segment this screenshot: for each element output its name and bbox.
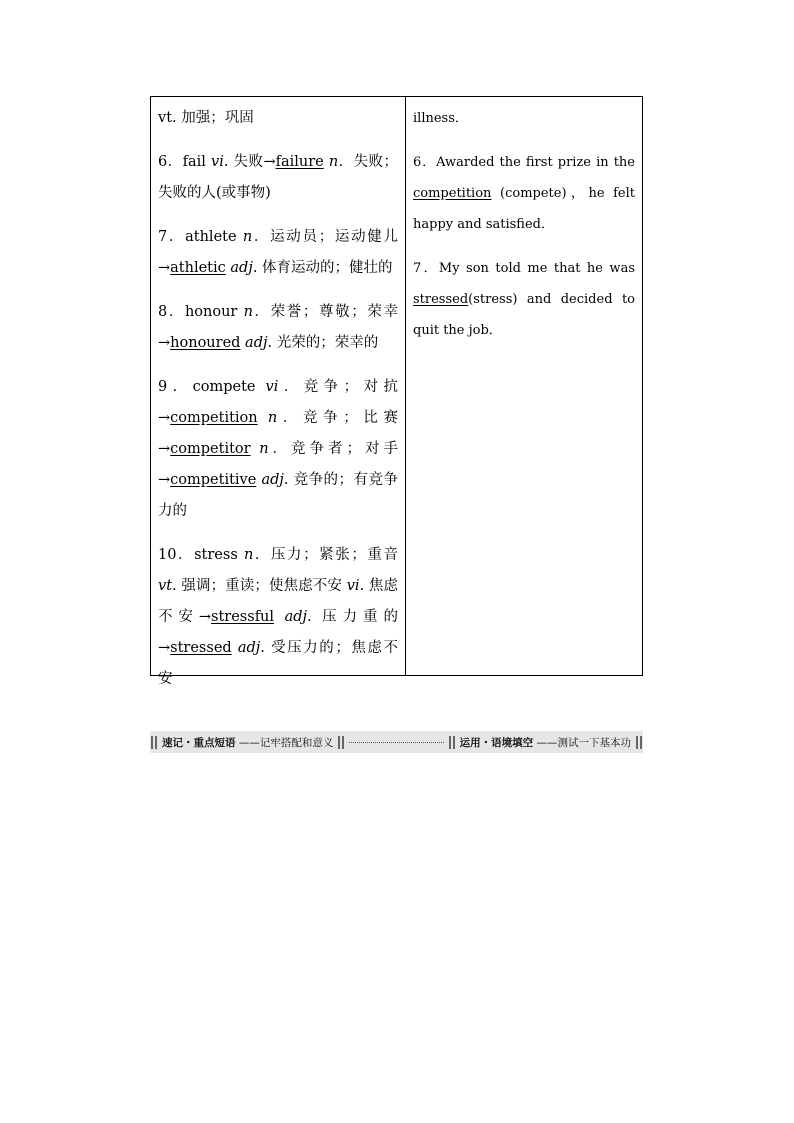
entry-text: . 体育运动的；健壮的 xyxy=(252,260,393,276)
entry-text: 9．compete xyxy=(158,379,266,395)
entry-text: ．竞争；比赛→ xyxy=(158,410,399,457)
table-entry xyxy=(158,103,398,134)
answer-word: competition xyxy=(413,186,492,201)
entry-text: ．竞争者；对手→ xyxy=(158,441,399,488)
table-entry xyxy=(158,147,398,209)
table-entry xyxy=(158,372,398,527)
banner-bar-icon xyxy=(155,736,157,749)
entry-text: 7．athlete xyxy=(158,229,243,245)
part-of-speech: adj xyxy=(230,260,253,276)
entry-text: (stress) and decided to quit the job． xyxy=(413,292,635,338)
part-of-speech: n xyxy=(267,410,278,426)
entry-text: illness． xyxy=(413,111,468,126)
entry-text xyxy=(274,609,285,625)
banner-left-title: 速记・重点短语 xyxy=(162,736,236,749)
table-entry xyxy=(413,147,635,240)
entry-text: ．荣誉；尊敬；荣幸→ xyxy=(158,304,398,351)
entry-text: . 竞争的；有竞争力的 xyxy=(158,472,399,519)
entry-text xyxy=(251,441,260,457)
part-of-speech: vi xyxy=(211,154,224,170)
part-of-speech: n xyxy=(242,229,253,245)
part-of-speech: adj xyxy=(261,472,284,488)
banner-bar-icon xyxy=(640,736,642,749)
part-of-speech: n xyxy=(259,441,269,457)
table-entry xyxy=(158,540,398,695)
entry-text: ．压力；紧张；重音 xyxy=(253,547,398,563)
part-of-speech: adj xyxy=(237,640,261,656)
answer-word: athletic xyxy=(170,260,226,276)
entry-text: . 受压力的；焦虑不安 xyxy=(158,640,399,687)
answer-word: honoured xyxy=(170,335,241,351)
part-of-speech: vi xyxy=(265,379,279,395)
part-of-speech: n xyxy=(243,304,253,320)
word-formation-column xyxy=(151,97,406,687)
part-of-speech: vt xyxy=(158,578,173,594)
part-of-speech: vi xyxy=(346,578,360,594)
entry-text: ．竞争；对抗→ xyxy=(158,379,398,426)
entry-text: . 压力重的→ xyxy=(158,609,398,656)
entry-text: 8．honour xyxy=(158,304,244,320)
banner-bar-icon xyxy=(636,736,638,749)
banner-dotted-divider xyxy=(349,742,443,743)
table-entry xyxy=(413,253,635,346)
entry-text: . 光荣的；荣幸的 xyxy=(267,335,379,351)
banner-bar-icon xyxy=(338,736,340,749)
entry-text xyxy=(258,410,268,426)
answer-word: competitive xyxy=(170,472,257,488)
answer-word: stressed xyxy=(170,640,232,656)
answer-word: competitor xyxy=(170,441,251,457)
banner-left-group xyxy=(158,735,337,750)
answer-word: stressful xyxy=(211,609,275,625)
banner-left-subtitle: ——记牢搭配和意义 xyxy=(238,736,334,749)
context-fill-column xyxy=(406,97,642,675)
banner-bar-icon xyxy=(342,736,344,749)
entry-text: 7．My son told me that he was xyxy=(413,261,635,276)
table-entry xyxy=(158,297,398,359)
part-of-speech: n xyxy=(328,154,339,170)
answer-word: stressed xyxy=(413,292,469,307)
banner-bar-icon xyxy=(453,736,455,749)
entry-text: (compete)，he felt happy and satisfied． xyxy=(413,186,635,232)
banner-right-title: 运用・语境填空 xyxy=(459,736,534,749)
answer-word: failure xyxy=(275,154,324,170)
entry-text: vt. 加强；巩固 xyxy=(158,110,254,126)
part-of-speech: adj xyxy=(245,335,268,351)
banner-bar-icon xyxy=(151,736,153,749)
entry-text: . 焦虑不安→ xyxy=(158,578,399,625)
section-banner xyxy=(150,731,643,753)
table-entry xyxy=(158,222,398,284)
banner-right-group xyxy=(456,735,635,750)
part-of-speech: n xyxy=(243,547,254,563)
entry-text: 10．stress xyxy=(158,547,244,563)
banner-bar-icon xyxy=(449,736,451,749)
table-entry xyxy=(413,103,635,134)
banner-right-subtitle: ——测试一下基本功 xyxy=(536,736,631,749)
entry-text: ．运动员；运动健儿→ xyxy=(158,229,398,276)
answer-word: competition xyxy=(170,410,258,426)
vocabulary-table xyxy=(150,96,643,687)
part-of-speech: adj xyxy=(284,609,308,625)
entry-text: 6．fail xyxy=(158,154,212,170)
entry-text: . 强调；重读；使焦虑不安 xyxy=(172,578,347,594)
entry-text: . 失败→ xyxy=(223,154,276,170)
entry-text: 6．Awarded the first prize in the xyxy=(413,155,635,170)
entry-text: ．失败；失败的人(或事物) xyxy=(158,154,399,201)
